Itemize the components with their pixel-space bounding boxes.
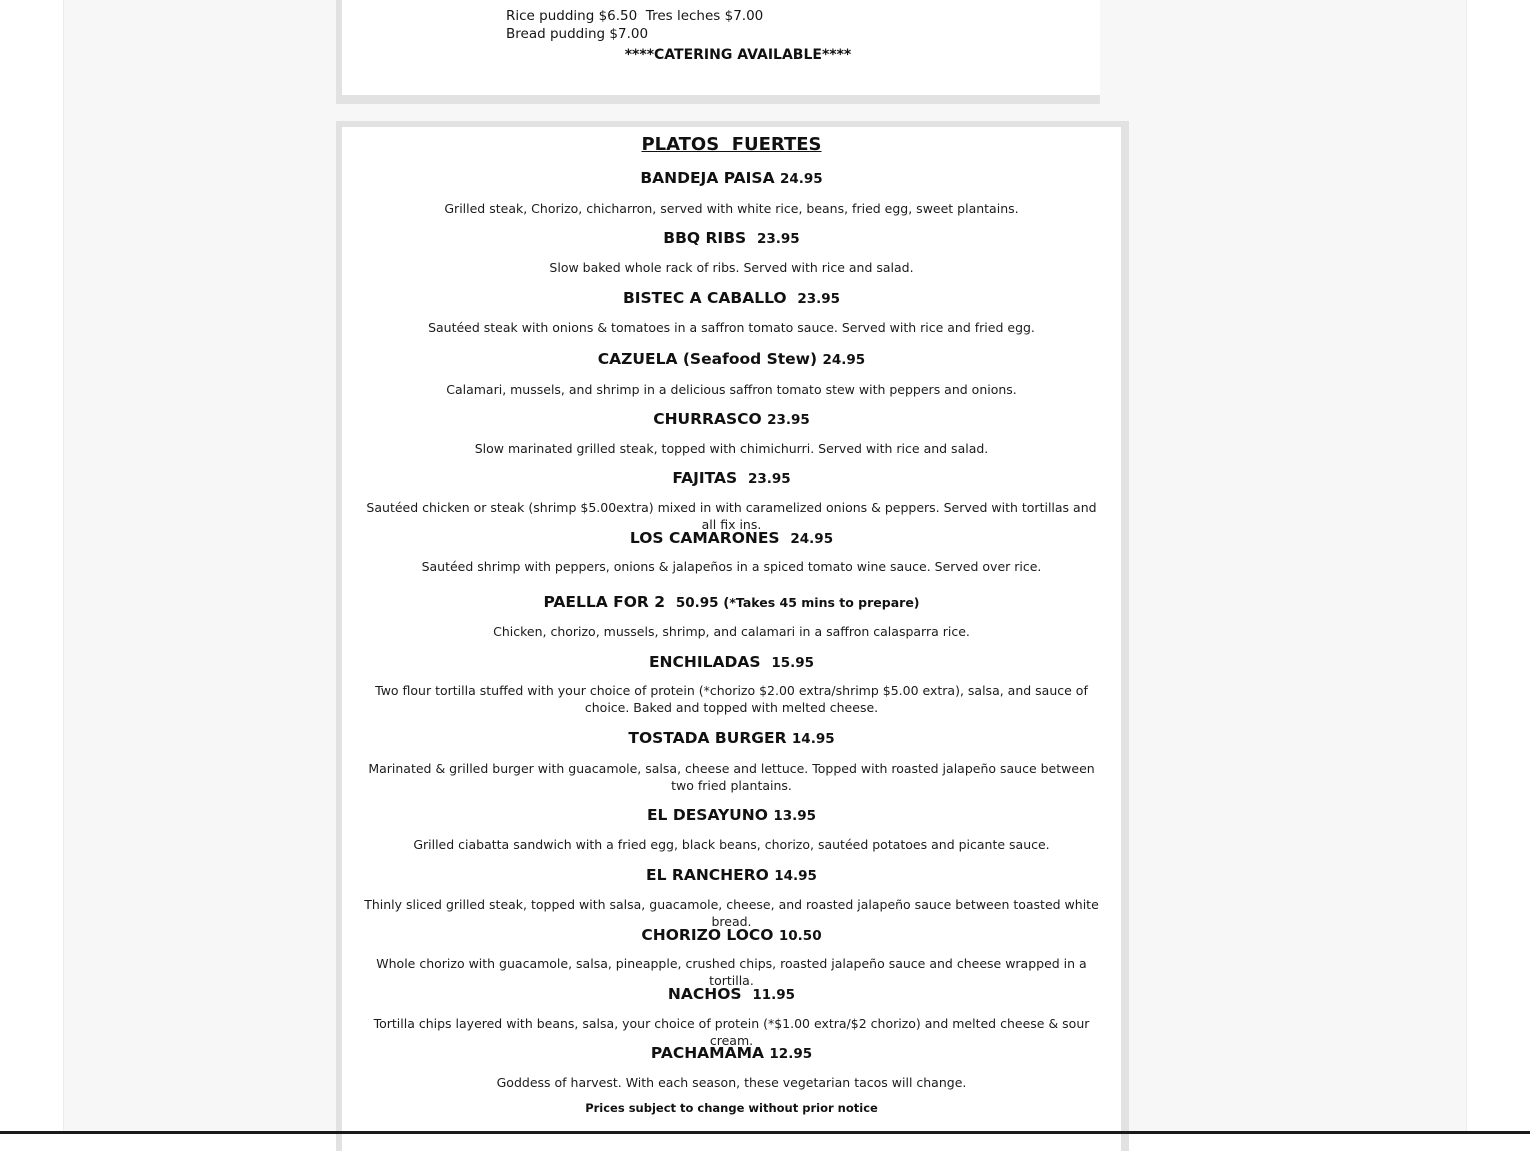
dish-price: 24.95	[790, 531, 834, 547]
dish-description: Sautéed steak with onions & tomatoes in a saffron tomato sauce. Served with rice and fried egg.	[428, 320, 1035, 335]
page-content	[342, 127, 1121, 1157]
dish-name: ENCHILADAS	[648, 653, 772, 671]
dish-price: 24.95	[779, 171, 823, 187]
dessert-prices-line: Bread pudding $7.00	[506, 26, 649, 42]
dish-price: 23.95	[767, 412, 810, 428]
dish-description: Two flour tortilla stuffed with your choice of protein (*chorizo $2.00 extra/shrimp $5.00 extra), salsa, and sauce of choice. Baked and topped with melted cheese.	[375, 683, 1088, 715]
dish-title	[342, 727, 1121, 750]
dish-description: Thinly sliced grilled steak, topped with salsa, guacamole, cheese, and roasted jalapeño sauce between toasted white bread.	[364, 897, 1099, 929]
dish-price: 15.95	[771, 655, 815, 671]
dish-name: PACHAMAMA	[650, 1044, 770, 1062]
page-content	[342, 0, 1100, 95]
dish-description: Calamari, mussels, and shrimp in a delicious saffron tomato stew with peppers and onions.	[446, 382, 1017, 397]
dish-price: 50.95 (	[675, 595, 730, 611]
dish-title	[342, 1042, 1121, 1065]
price-disclaimer: Prices subject to change without prior notice	[585, 1101, 878, 1115]
dish-description: Slow baked whole rack of ribs. Served with rice and salad.	[549, 260, 914, 275]
dish-description: Grilled steak, Chorizo, chicharron, served with white rice, beans, fried egg, sweet plantains.	[444, 201, 1019, 216]
dish-description: Chicken, chorizo, mussels, shrimp, and calamari in a saffron calasparra rice.	[493, 624, 970, 639]
dish-title	[342, 924, 1121, 947]
section-title: PLATOS FUERTES	[641, 134, 822, 155]
dish-title	[342, 804, 1121, 827]
dessert-prices-line: Rice pudding $6.50 Tres leches $7.00	[506, 8, 764, 24]
dish-title	[342, 348, 1121, 371]
dish-name: CHURRASCO	[653, 410, 768, 428]
dish-price: 12.95	[769, 1046, 813, 1062]
dish-price: 14.95	[791, 731, 835, 747]
dish-description: Grilled ciabatta sandwich with a fried egg, black beans, chorizo, sautéed potatoes and picante sauce.	[413, 837, 1050, 852]
dish-title	[342, 864, 1121, 887]
dish-title	[342, 287, 1121, 310]
dish-name: EL RANCHERO	[646, 866, 775, 884]
dish-price: 23.95	[756, 231, 800, 247]
dish-price: 23.95	[747, 471, 791, 487]
dish-name: NACHOS	[667, 985, 753, 1003]
dish-description: Sautéed shrimp with peppers, onions & jalapeños in a spiced tomato wine sauce. Served over rice.	[421, 559, 1042, 574]
dish-title	[342, 651, 1121, 674]
dish-name: BISTEC A CABALLO	[622, 289, 798, 307]
dish-price: 23.95	[797, 291, 841, 307]
dish-price: 10.50	[778, 928, 822, 944]
dish-name: EL DESAYUNO	[646, 806, 774, 824]
dish-name: TOSTADA BURGER	[628, 729, 792, 747]
dish-note: *Takes 45 mins to prepare)	[729, 595, 920, 610]
dish-title	[342, 467, 1121, 490]
dish-price: 11.95	[752, 987, 796, 1003]
dish-description: Goddess of harvest. With each season, these vegetarian tacos will change.	[496, 1075, 967, 1090]
dish-name: FAJITAS	[672, 469, 748, 487]
dish-name: LOS CAMARONES	[629, 529, 791, 547]
dish-name: BBQ RIBS	[663, 229, 757, 247]
catering-banner: ****CATERING AVAILABLE****	[624, 47, 852, 63]
document-page-previous	[336, 0, 1100, 104]
dish-price: 13.95	[773, 808, 817, 824]
dish-name: CAZUELA (Seafood Stew)	[597, 350, 823, 368]
dish-price: 24.95	[822, 352, 866, 368]
dish-description: Whole chorizo with guacamole, salsa, pineapple, crushed chips, roasted jalapeño sauce and cheese wrapped in a tortilla.	[376, 956, 1087, 988]
dish-description: Marinated & grilled burger with guacamole, salsa, cheese and lettuce. Topped with roasted jalapeño sauce between two fried plantains.	[368, 761, 1095, 793]
dish-description: Tortilla chips layered with beans, salsa, your choice of protein (*$1.00 extra/$2 chorizo) and melted cheese & sour cream.	[373, 1016, 1090, 1048]
document-page-current	[336, 121, 1129, 1151]
dish-description: Sautéed chicken or steak (shrimp $5.00extra) mixed in with caramelized onions & peppers. Served with tortillas and all fix ins.	[366, 500, 1097, 532]
dish-title	[342, 527, 1121, 550]
dish-title	[342, 227, 1121, 250]
dish-name: PAELLA FOR 2	[543, 593, 676, 611]
dish-price: 14.95	[774, 868, 817, 884]
dish-title	[342, 591, 1121, 614]
dish-title	[342, 983, 1121, 1006]
dish-title	[342, 167, 1121, 190]
dish-name: CHORIZO LOCO	[641, 926, 779, 944]
dish-description: Slow marinated grilled steak, topped with chimichurri. Served with rice and salad.	[474, 441, 989, 456]
dish-name: BANDEJA PAISA	[640, 169, 780, 187]
dish-title	[342, 408, 1121, 431]
